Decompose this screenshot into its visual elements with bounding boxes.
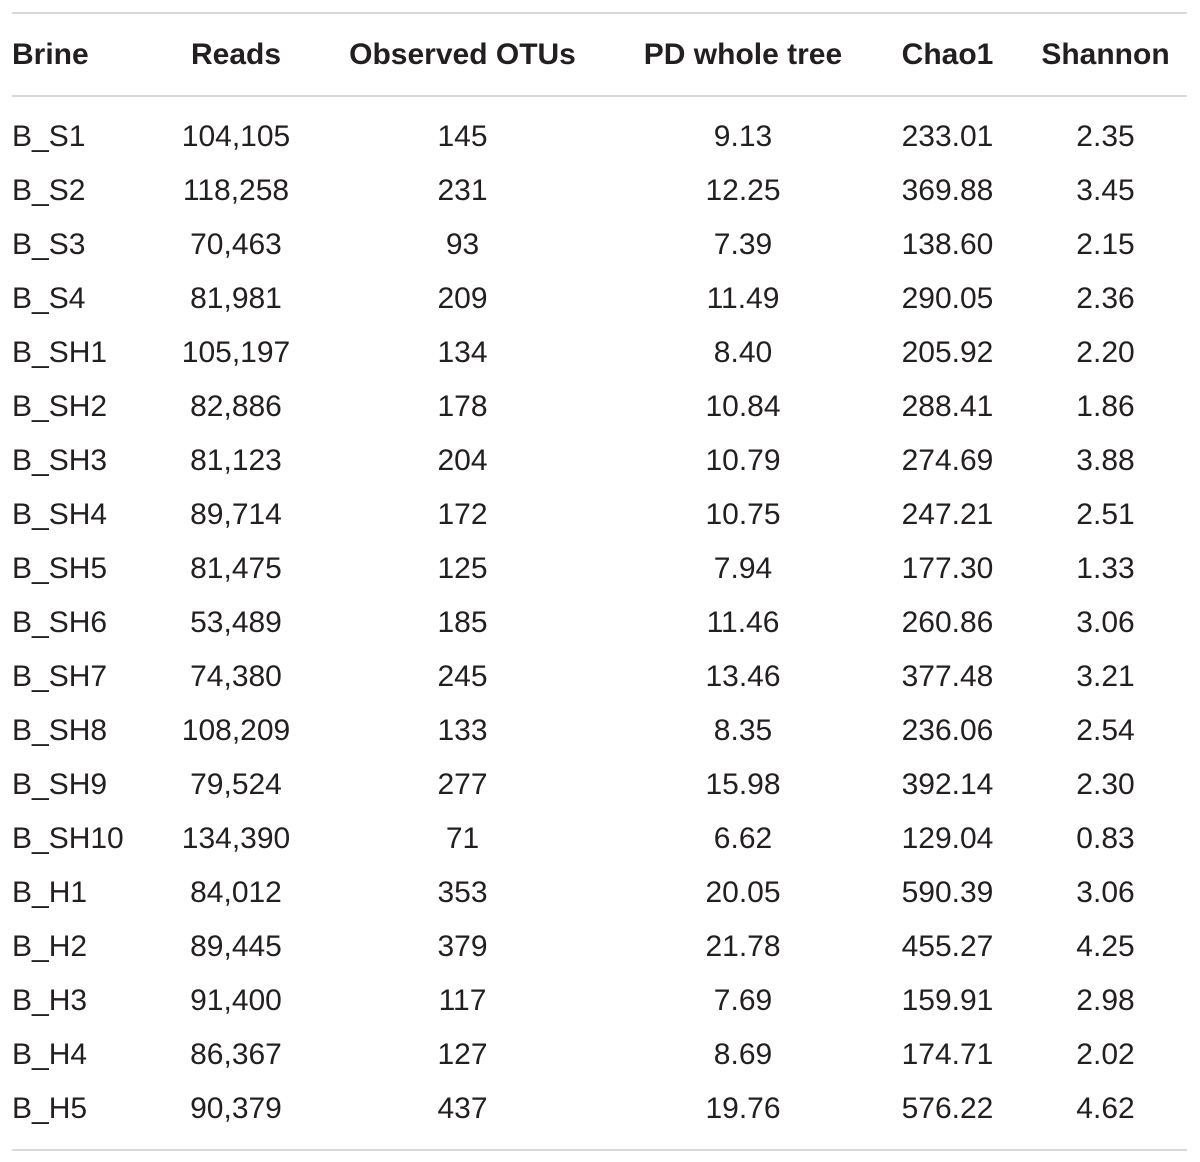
cell-observed-otus: 185 <box>437 606 488 639</box>
cell-pd-whole-tree: 10.75 <box>705 498 781 531</box>
column-header-chao1: Chao1 <box>901 37 994 71</box>
cell-brine: B_SH8 <box>12 714 108 747</box>
cell-reads: 53,489 <box>190 606 282 639</box>
table-row <box>12 488 1187 542</box>
cell-shannon: 3.88 <box>1076 444 1135 477</box>
table-row <box>12 758 1187 812</box>
cell-reads: 84,012 <box>190 876 282 909</box>
cell-reads: 134,390 <box>181 822 291 855</box>
cell-observed-otus: 133 <box>437 714 488 747</box>
cell-chao1: 369.88 <box>901 174 994 207</box>
table-row <box>12 542 1187 596</box>
cell-pd-whole-tree: 20.05 <box>705 876 781 909</box>
cell-pd-whole-tree: 8.69 <box>713 1038 773 1071</box>
cell-observed-otus: 145 <box>437 120 488 153</box>
cell-observed-otus: 172 <box>437 498 488 531</box>
cell-chao1: 288.41 <box>901 390 994 423</box>
table-row <box>12 812 1187 866</box>
table-row <box>12 866 1187 920</box>
cell-pd-whole-tree: 7.94 <box>713 552 773 585</box>
cell-pd-whole-tree: 15.98 <box>705 768 781 801</box>
cell-brine: B_H5 <box>12 1092 88 1125</box>
table-row <box>12 326 1187 380</box>
cell-reads: 86,367 <box>190 1038 282 1071</box>
data-table-body <box>12 110 1187 1136</box>
cell-chao1: 274.69 <box>901 444 994 477</box>
cell-shannon: 1.33 <box>1076 552 1135 585</box>
cell-brine: B_SH10 <box>12 822 124 855</box>
cell-reads: 70,463 <box>190 228 282 261</box>
data-table <box>12 14 1187 95</box>
cell-pd-whole-tree: 10.79 <box>705 444 781 477</box>
table-row <box>12 920 1187 974</box>
cell-brine: B_H4 <box>12 1038 88 1071</box>
table-row <box>12 596 1187 650</box>
table-body <box>12 110 1187 1136</box>
cell-chao1: 590.39 <box>901 876 994 909</box>
table-row <box>12 434 1187 488</box>
cell-brine: B_H3 <box>12 984 88 1017</box>
table-row <box>12 164 1187 218</box>
cell-chao1: 129.04 <box>901 822 994 855</box>
cell-observed-otus: 125 <box>437 552 488 585</box>
cell-observed-otus: 178 <box>437 390 488 423</box>
cell-observed-otus: 379 <box>437 930 488 963</box>
cell-observed-otus: 71 <box>445 822 480 855</box>
cell-observed-otus: 437 <box>437 1092 488 1125</box>
cell-reads: 79,524 <box>190 768 282 801</box>
cell-observed-otus: 353 <box>437 876 488 909</box>
cell-chao1: 236.06 <box>901 714 994 747</box>
cell-shannon: 2.20 <box>1076 336 1135 369</box>
cell-shannon: 3.45 <box>1076 174 1135 207</box>
cell-chao1: 174.71 <box>901 1038 994 1071</box>
cell-observed-otus: 204 <box>437 444 488 477</box>
cell-reads: 104,105 <box>181 120 291 153</box>
cell-pd-whole-tree: 12.25 <box>705 174 781 207</box>
cell-chao1: 392.14 <box>901 768 994 801</box>
cell-chao1: 260.86 <box>901 606 994 639</box>
table-row <box>12 1028 1187 1082</box>
cell-reads: 81,475 <box>190 552 282 585</box>
data-table-container <box>12 12 1187 1151</box>
bottom-rule <box>12 1149 1187 1151</box>
cell-shannon: 0.83 <box>1076 822 1135 855</box>
cell-brine: B_SH6 <box>12 606 108 639</box>
column-header-shannon: Shannon <box>1041 37 1170 71</box>
cell-chao1: 290.05 <box>901 282 994 315</box>
cell-pd-whole-tree: 21.78 <box>705 930 781 963</box>
cell-brine: B_SH7 <box>12 660 108 693</box>
header-row <box>12 14 1187 95</box>
cell-reads: 105,197 <box>181 336 291 369</box>
cell-brine: B_S4 <box>12 282 86 315</box>
cell-brine: B_SH5 <box>12 552 108 585</box>
table-row <box>12 650 1187 704</box>
cell-reads: 74,380 <box>190 660 282 693</box>
cell-chao1: 377.48 <box>901 660 994 693</box>
cell-reads: 81,123 <box>190 444 282 477</box>
column-header-reads: Reads <box>190 37 282 71</box>
column-header-observed-otus: Observed OTUs <box>349 37 576 71</box>
cell-reads: 118,258 <box>182 174 290 207</box>
cell-chao1: 159.91 <box>901 984 994 1017</box>
cell-reads: 108,209 <box>181 714 291 747</box>
cell-brine: B_S3 <box>12 228 86 261</box>
cell-chao1: 138.60 <box>901 228 994 261</box>
cell-chao1: 576.22 <box>901 1092 994 1125</box>
cell-observed-otus: 117 <box>438 984 487 1017</box>
cell-shannon: 4.62 <box>1076 1092 1135 1125</box>
cell-brine: B_SH2 <box>12 390 108 423</box>
cell-observed-otus: 127 <box>437 1038 488 1071</box>
cell-brine: B_SH4 <box>12 498 108 531</box>
table-row <box>12 110 1187 164</box>
cell-chao1: 247.21 <box>901 498 994 531</box>
cell-shannon: 2.98 <box>1076 984 1135 1017</box>
cell-reads: 90,379 <box>190 1092 282 1125</box>
cell-pd-whole-tree: 10.84 <box>705 390 781 423</box>
cell-shannon: 2.54 <box>1076 714 1135 747</box>
cell-pd-whole-tree: 6.62 <box>713 822 773 855</box>
cell-chao1: 233.01 <box>901 120 994 153</box>
cell-pd-whole-tree: 7.39 <box>713 228 773 261</box>
table-header <box>12 14 1187 95</box>
cell-reads: 89,714 <box>190 498 282 531</box>
cell-chao1: 205.92 <box>901 336 994 369</box>
cell-brine: B_S2 <box>12 174 86 207</box>
cell-reads: 82,886 <box>190 390 282 423</box>
cell-reads: 91,400 <box>190 984 282 1017</box>
cell-shannon: 3.21 <box>1076 660 1135 693</box>
cell-shannon: 4.25 <box>1076 930 1135 963</box>
cell-brine: B_H1 <box>12 876 88 909</box>
cell-pd-whole-tree: 11.49 <box>706 282 780 315</box>
table-row <box>12 380 1187 434</box>
cell-observed-otus: 245 <box>437 660 488 693</box>
cell-reads: 81,981 <box>190 282 282 315</box>
cell-pd-whole-tree: 19.76 <box>705 1092 781 1125</box>
cell-shannon: 2.36 <box>1076 282 1135 315</box>
table-row <box>12 272 1187 326</box>
cell-shannon: 1.86 <box>1076 390 1135 423</box>
cell-pd-whole-tree: 7.69 <box>713 984 773 1017</box>
cell-shannon: 2.02 <box>1076 1038 1135 1071</box>
cell-chao1: 177.30 <box>901 552 994 585</box>
cell-observed-otus: 231 <box>437 174 488 207</box>
cell-shannon: 2.15 <box>1076 228 1135 261</box>
cell-brine: B_H2 <box>12 930 88 963</box>
table-row <box>12 1082 1187 1136</box>
table-row <box>12 218 1187 272</box>
cell-pd-whole-tree: 8.35 <box>713 714 773 747</box>
cell-brine: B_SH3 <box>12 444 108 477</box>
cell-brine: B_SH9 <box>12 768 108 801</box>
cell-observed-otus: 93 <box>445 228 480 261</box>
cell-pd-whole-tree: 11.46 <box>706 606 780 639</box>
table-row <box>12 704 1187 758</box>
cell-shannon: 2.51 <box>1076 498 1135 531</box>
cell-observed-otus: 277 <box>437 768 488 801</box>
cell-brine: B_S1 <box>12 120 86 153</box>
column-header-pd-whole-tree: PD whole tree <box>643 37 843 71</box>
column-header-brine: Brine <box>12 37 89 71</box>
cell-chao1: 455.27 <box>901 930 994 963</box>
table-row <box>12 974 1187 1028</box>
cell-reads: 89,445 <box>190 930 282 963</box>
cell-shannon: 3.06 <box>1076 606 1135 639</box>
cell-brine: B_SH1 <box>12 336 108 369</box>
cell-pd-whole-tree: 13.46 <box>705 660 781 693</box>
cell-shannon: 2.35 <box>1076 120 1135 153</box>
cell-pd-whole-tree: 8.40 <box>713 336 773 369</box>
cell-observed-otus: 209 <box>437 282 488 315</box>
cell-shannon: 2.30 <box>1076 768 1135 801</box>
cell-observed-otus: 134 <box>437 336 488 369</box>
cell-pd-whole-tree: 9.13 <box>713 120 773 153</box>
cell-shannon: 3.06 <box>1076 876 1135 909</box>
